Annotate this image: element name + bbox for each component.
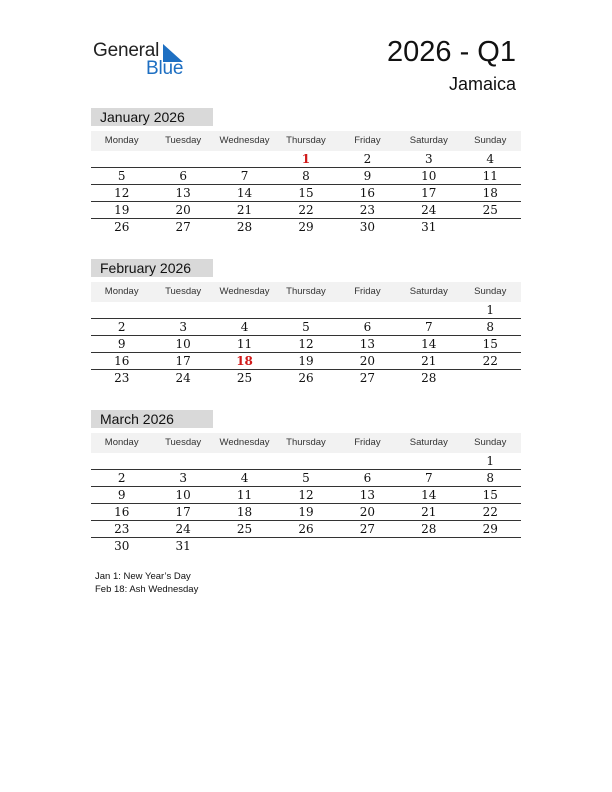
- logo-word-blue: Blue: [146, 58, 184, 79]
- day-cell: 7: [425, 471, 433, 485]
- holiday-notes: [95, 570, 198, 596]
- day-cell: 24: [421, 203, 437, 217]
- weekday-header-row: [91, 131, 521, 151]
- day-cell: 22: [482, 354, 498, 368]
- week-row: [91, 487, 521, 504]
- holiday-day-cell: 1: [301, 152, 311, 166]
- day-cell: 16: [359, 186, 376, 200]
- day-cell: 8: [302, 169, 310, 183]
- weekday-label: Sunday: [474, 135, 507, 146]
- day-cell: 3: [179, 471, 187, 485]
- day-cell: 11: [482, 169, 498, 183]
- day-cell: 25: [482, 203, 498, 217]
- day-cell: 11: [236, 488, 253, 502]
- week-row: [91, 538, 521, 555]
- week-row: [91, 168, 521, 185]
- day-cell: 17: [175, 505, 191, 519]
- weekday-label: Sunday: [474, 286, 507, 297]
- weekday-label: Wednesday: [219, 437, 270, 448]
- day-cell: 10: [175, 488, 191, 502]
- holiday-note: Jan 1: New Year’s Day: [95, 571, 191, 582]
- day-cell: 21: [421, 354, 437, 368]
- week-row: [91, 319, 521, 336]
- day-cell: 11: [236, 337, 253, 351]
- day-cell: [214, 538, 275, 555]
- month-block: [91, 108, 521, 236]
- day-cell: 20: [359, 354, 376, 368]
- day-cell: 10: [175, 337, 191, 351]
- month-block: [91, 410, 521, 555]
- day-cell: 17: [175, 354, 191, 368]
- day-cell: 23: [359, 203, 376, 217]
- weekday-label: Sunday: [474, 437, 507, 448]
- day-cell: 20: [175, 203, 191, 217]
- day-cell: 3: [425, 152, 433, 166]
- week-row: [91, 370, 521, 387]
- day-cell: 26: [298, 371, 314, 385]
- day-cell: 5: [117, 169, 126, 183]
- weekday-label: Monday: [104, 135, 139, 146]
- day-cell: [275, 453, 336, 469]
- day-cell: [275, 302, 336, 318]
- weekday-label: Thursday: [286, 286, 326, 297]
- day-cell: 23: [114, 371, 130, 385]
- week-row: [91, 521, 521, 538]
- day-cell: 23: [114, 522, 130, 536]
- day-cell: 30: [359, 220, 376, 234]
- weekday-label: Friday: [354, 286, 381, 297]
- day-cell: 15: [298, 186, 314, 200]
- day-cell: 7: [425, 320, 433, 334]
- day-cell: [460, 219, 521, 236]
- day-cell: 2: [117, 320, 126, 334]
- weekday-label: Friday: [354, 135, 381, 146]
- day-cell: 2: [363, 152, 372, 166]
- logo-word-general: General: [93, 40, 160, 61]
- day-cell: 27: [359, 371, 376, 385]
- weekday-header-row: [91, 282, 521, 302]
- day-cell: 24: [175, 522, 191, 536]
- day-cell: [91, 302, 152, 318]
- day-cell: 2: [117, 471, 126, 485]
- day-cell: 8: [486, 471, 495, 485]
- day-cell: 30: [114, 539, 130, 553]
- day-cell: 5: [302, 471, 310, 485]
- day-cell: [91, 453, 152, 469]
- day-cell: 6: [179, 169, 187, 183]
- week-row: [91, 336, 521, 353]
- weekday-label: Monday: [104, 286, 139, 297]
- month-label: March 2026: [91, 410, 213, 428]
- week-row: [91, 453, 521, 470]
- day-cell: [214, 302, 275, 318]
- day-cell: 15: [482, 337, 498, 351]
- day-cell: 20: [359, 505, 376, 519]
- day-cell: 16: [114, 505, 130, 519]
- weekday-label: Tuesday: [165, 135, 202, 146]
- day-cell: 9: [117, 488, 126, 502]
- day-cell: 25: [236, 522, 253, 536]
- day-cell: 12: [114, 186, 130, 200]
- weekday-label: Saturday: [409, 286, 448, 297]
- week-row: [91, 302, 521, 319]
- day-cell: 17: [421, 186, 437, 200]
- week-row: [91, 202, 521, 219]
- day-cell: [398, 538, 459, 555]
- weekday-label: Tuesday: [165, 286, 202, 297]
- month-block: [91, 259, 521, 387]
- weekday-label: Saturday: [409, 437, 448, 448]
- day-cell: 19: [298, 354, 314, 368]
- week-row: [91, 353, 521, 370]
- week-row: [91, 151, 521, 168]
- day-cell: [152, 302, 213, 318]
- day-cell: 18: [236, 505, 253, 519]
- holiday-note: Feb 18: Ash Wednesday: [95, 584, 199, 595]
- day-cell: 7: [240, 169, 249, 183]
- day-cell: 26: [114, 220, 130, 234]
- weekday-label: Tuesday: [165, 437, 202, 448]
- month-label: February 2026: [91, 259, 213, 277]
- day-cell: 12: [298, 488, 314, 502]
- day-cell: 4: [240, 320, 249, 334]
- day-cell: 28: [421, 371, 437, 385]
- page-title: 2026 - Q1: [387, 36, 516, 68]
- day-cell: 9: [117, 337, 126, 351]
- day-cell: 14: [236, 186, 253, 200]
- day-cell: [91, 151, 152, 167]
- weekday-label: Wednesday: [219, 135, 270, 146]
- day-cell: [337, 453, 398, 469]
- day-cell: 21: [236, 203, 253, 217]
- day-cell: 22: [482, 505, 498, 519]
- day-cell: 10: [421, 169, 437, 183]
- day-cell: 9: [363, 169, 372, 183]
- day-cell: [152, 453, 213, 469]
- day-cell: 13: [359, 337, 376, 351]
- month-label: January 2026: [91, 108, 213, 126]
- day-cell: [398, 453, 459, 469]
- day-cell: 1: [486, 454, 495, 468]
- weekday-label: Thursday: [286, 437, 326, 448]
- day-cell: 26: [298, 522, 314, 536]
- country-name: Jamaica: [448, 74, 516, 94]
- day-cell: 13: [359, 488, 376, 502]
- day-cell: [214, 151, 275, 167]
- day-cell: 15: [482, 488, 498, 502]
- day-cell: 4: [240, 471, 249, 485]
- day-cell: 13: [175, 186, 191, 200]
- weekday-header-row: [91, 433, 521, 453]
- day-cell: 19: [114, 203, 130, 217]
- day-cell: 12: [298, 337, 314, 351]
- day-cell: 19: [298, 505, 314, 519]
- week-row: [91, 504, 521, 521]
- day-cell: 28: [421, 522, 437, 536]
- day-cell: 22: [298, 203, 314, 217]
- day-cell: 27: [359, 522, 376, 536]
- day-cell: 21: [421, 505, 437, 519]
- weekday-label: Wednesday: [219, 286, 270, 297]
- day-cell: 14: [421, 488, 437, 502]
- holiday-day-cell: 18: [236, 354, 253, 368]
- day-cell: 4: [486, 152, 495, 166]
- day-cell: 5: [302, 320, 310, 334]
- day-cell: 29: [482, 522, 498, 536]
- weekday-label: Friday: [354, 437, 381, 448]
- day-cell: [214, 453, 275, 469]
- day-cell: 18: [482, 186, 498, 200]
- day-cell: 27: [175, 220, 191, 234]
- day-cell: 8: [486, 320, 495, 334]
- day-cell: 25: [236, 371, 253, 385]
- day-cell: 1: [486, 303, 495, 317]
- generalblue-logo: [93, 40, 193, 80]
- day-cell: [460, 538, 521, 555]
- weekday-label: Saturday: [409, 135, 448, 146]
- day-cell: 16: [114, 354, 130, 368]
- day-cell: 6: [363, 471, 372, 485]
- day-cell: 31: [421, 220, 437, 234]
- weekday-label: Monday: [104, 437, 139, 448]
- day-cell: 6: [363, 320, 372, 334]
- day-cell: [275, 538, 336, 555]
- day-cell: 3: [179, 320, 187, 334]
- day-cell: [398, 302, 459, 318]
- day-cell: 14: [421, 337, 437, 351]
- day-cell: 31: [175, 539, 191, 553]
- day-cell: 29: [298, 220, 314, 234]
- week-row: [91, 219, 521, 236]
- week-row: [91, 470, 521, 487]
- day-cell: [337, 538, 398, 555]
- week-row: [91, 185, 521, 202]
- day-cell: [460, 370, 521, 387]
- day-cell: [337, 302, 398, 318]
- day-cell: 28: [236, 220, 253, 234]
- day-cell: [152, 151, 213, 167]
- weekday-label: Thursday: [286, 135, 326, 146]
- day-cell: 24: [175, 371, 191, 385]
